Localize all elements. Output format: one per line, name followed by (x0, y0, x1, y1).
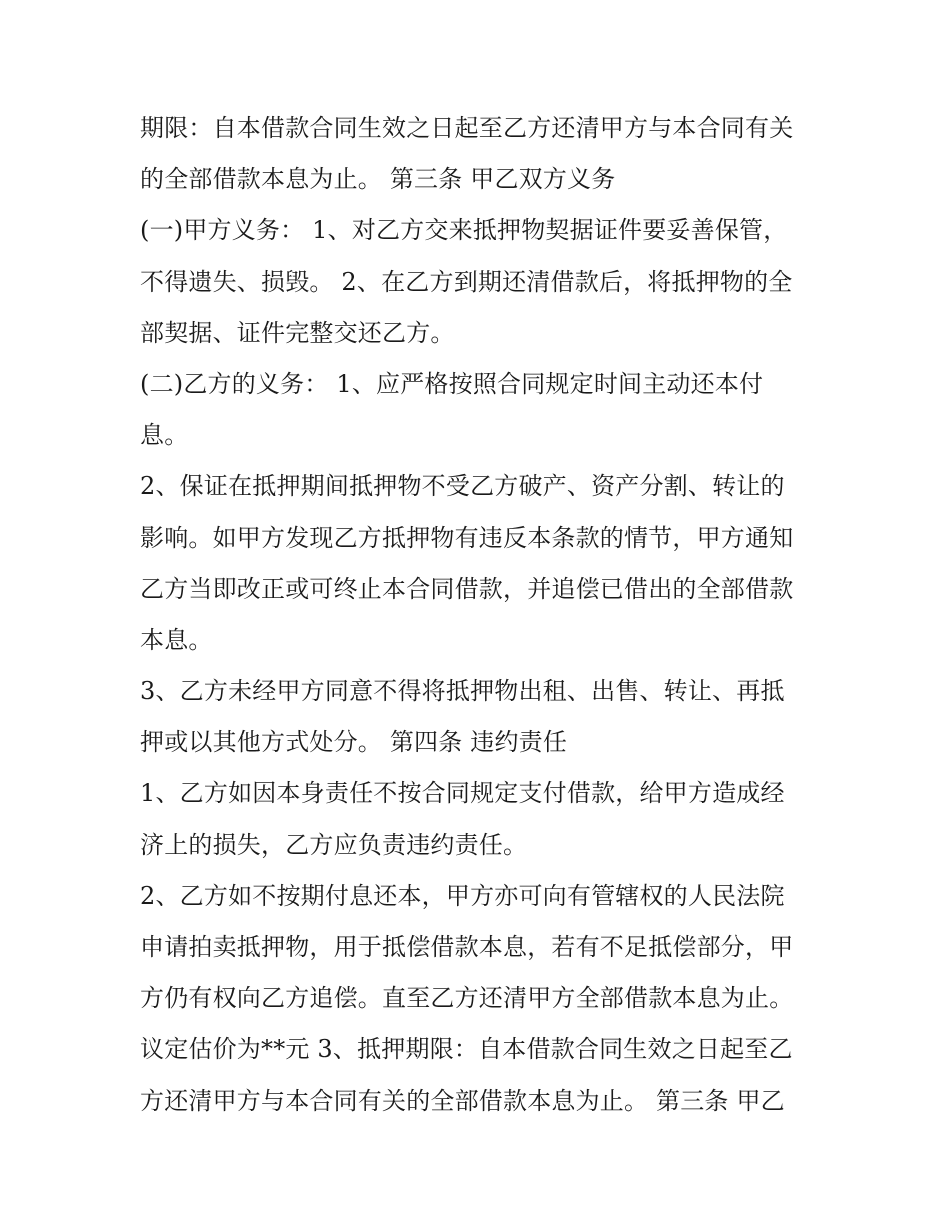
text-line: (二)乙方的义务： 1、应严格按照合同规定时间主动还本付 (140, 369, 764, 398)
text-line: 济上的损失，乙方应负责违约责任。 (140, 830, 528, 859)
text-line: 2、乙方如不按期付息还本，甲方亦可向有管辖权的人民法院 (140, 881, 785, 910)
text-line: 1、乙方如因本身责任不按合同规定支付借款，给甲方造成经 (140, 779, 785, 808)
text-line: 本息。 (140, 625, 213, 654)
text-line: 方仍有权向乙方追偿。直至乙方还清甲方全部借款本息为止。 (140, 984, 794, 1013)
text-line: 不得遗失、损毁。 2、在乙方到期还清借款后，将抵押物的全 (140, 267, 793, 296)
contract-text-body (140, 103, 830, 1127)
text-line: 押或以其他方式处分。 第四条 违约责任 (140, 728, 568, 757)
text-line: (一)甲方义务： 1、对乙方交来抵押物契据证件要妥善保管， (140, 216, 788, 245)
text-line: 息。 (140, 421, 189, 450)
text-line: 乙方当即改正或可终止本合同借款，并追偿已借出的全部借款 (140, 574, 794, 603)
text-line: 2、保证在抵押期间抵押物不受乙方破产、资产分割、转让的 (140, 472, 785, 501)
text-line: 议定估价为**元 3、抵押期限：自本借款合同生效之日起至乙 (140, 1035, 793, 1064)
text-line: 方还清甲方与本合同有关的全部借款本息为止。 第三条 甲乙 (140, 1086, 785, 1115)
text-line: 申请拍卖抵押物，用于抵偿借款本息，若有不足抵偿部分，甲 (140, 933, 794, 961)
text-line: 部契据、证件完整交还乙方。 (140, 318, 455, 347)
text-line: 的全部借款本息为止。 第三条 甲乙双方义务 (140, 165, 616, 194)
text-line: 3、乙方未经甲方同意不得将抵押物出租、出售、转让、再抵 (140, 677, 785, 706)
text-line: 期限：自本借款合同生效之日起至乙方还清甲方与本合同有关 (140, 114, 794, 142)
text-line: 影响。如甲方发现乙方抵押物有违反本条款的情节，甲方通知 (140, 523, 794, 552)
